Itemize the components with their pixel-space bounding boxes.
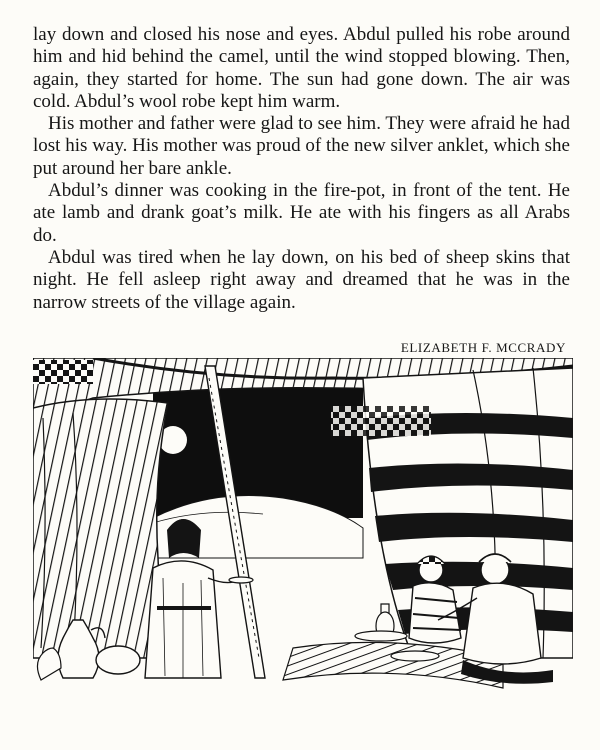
paragraph-1: lay down and closed his nose and eyes. Abdul pulled his robe around him and hid behind the camel, until the wind stopped blowing. Then, again, they started for home. The sun had gone down. The air was cold. Abdul’s wool robe kept him warm. [33,24,570,112]
paragraph-2: His mother and father were glad to see him. They were afraid he had lost his way. His mother was proud of the new silver anklet, which she put around her bare ankle. [33,113,570,179]
author-byline: ELIZABETH F. MCCRADY [400,340,566,355]
left-tent-drape [33,399,168,658]
tent-illustration [33,358,573,698]
paragraph-4: Abdul was tired when he lay down, on his bed of sheep skins that night. He fell asleep right away and dreamed that he was in the narrow streets of the village again. [33,246,570,313]
story-text [33,24,570,314]
paragraph-3: Abdul’s dinner was cooking in the fire-pot, in front of the tent. He ate lamb and drank goat’s milk. He ate with his fingers as all Arabs do. [33,180,570,246]
roof-pattern [33,360,93,384]
